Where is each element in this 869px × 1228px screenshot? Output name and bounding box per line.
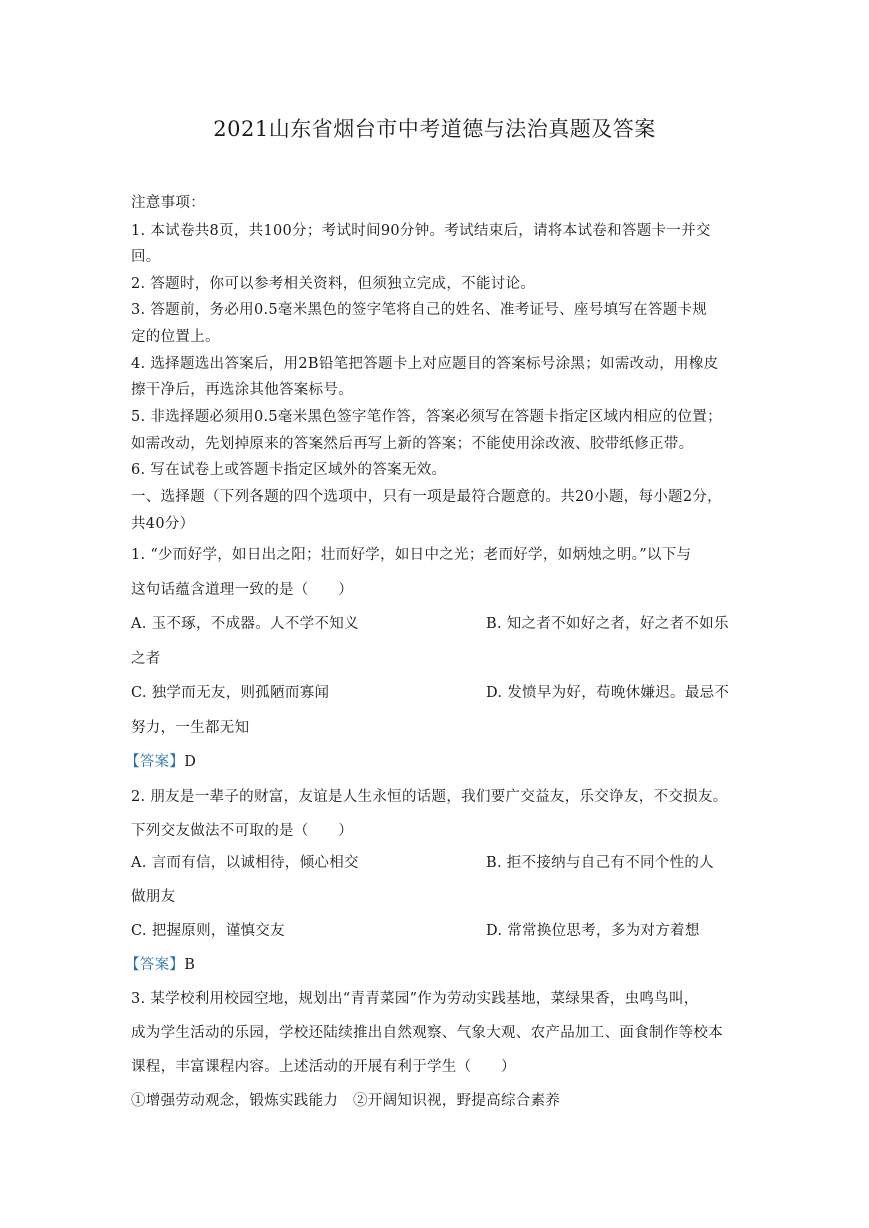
section-heading: 一、选择题（下列各题的四个选项中，只有一项是最符合题意的。共20小题，每小题2分， [131, 489, 722, 505]
q3-stem: 课程，丰富课程内容。上述活动的开展有利于学生（ ） [131, 1059, 516, 1075]
q1-option-b: B. 知之者不如好之者，好之者不如乐 [486, 616, 729, 632]
notice-line: 2. 答题时，你可以参考相关资料，但须独立完成，不能讨论。 [131, 276, 536, 292]
section-heading: 共40分） [131, 516, 195, 532]
notice-line: 3. 答题前，务必用0.5毫米黑色的签字笔将自己的姓名、准考证号、座号填写在答题卡规 [131, 302, 708, 318]
q1-answer [125, 750, 745, 771]
q2-option-a: A. 言而有信，以诚相待，倾心相交 [131, 855, 359, 871]
notice-line: 5. 非选择题必须用0.5毫米黑色签字笔作答，答案必须写在答题卡指定区域内相应的位置； [131, 409, 722, 425]
page-title: 2021山东省烟台市中考道德与法治真题及答案 [213, 117, 656, 141]
q2-stem: 下列交友做法不可取的是（ ） [131, 823, 353, 839]
q1-stem: 1. “少而好学，如日出之阳；壮而好学，如日中之光；老而好学，如炳烛之明。”以下与 [131, 547, 692, 563]
q2-answer [125, 953, 745, 974]
q1-option-c: C. 独学而无友，则孤陋而寡闻 [131, 685, 330, 701]
notice-line: 6. 写在试卷上或答题卡指定区域外的答案无效。 [131, 462, 447, 478]
q3-stem: 3. 某学校利用校园空地，规划出“青青菜园”作为劳动实践基地，菜绿果香，虫鸣鸟叫， [131, 991, 699, 1007]
q3-items: ①增强劳动观念，锻炼实践能力 ②开阔知识视，野提高综合素养 [131, 1093, 561, 1109]
notice-heading: 注意事项： [131, 195, 205, 211]
q2-stem: 2. 朋友是一辈子的财富，友谊是人生永恒的话题，我们要广交益友，乐交诤友，不交损友。 [131, 789, 728, 805]
q2-option-c: C. 把握原则，谨慎交友 [131, 923, 285, 939]
answer-tag: 【答案】 [125, 957, 185, 973]
notice-line: 回。 [131, 249, 161, 265]
notice-line: 定的位置上。 [131, 329, 220, 345]
notice-line: 1. 本试卷共8页，共100分；考试时间90分钟。考试结束后，请将本试卷和答题卡一并交 [131, 223, 711, 239]
q2-option-d: D. 常常换位思考，多为对方着想 [486, 923, 700, 939]
q2-option-b: B. 拒不接纳与自己有不同个性的人 [486, 855, 714, 871]
answer-value: B [184, 957, 196, 973]
q3-stem: 成为学生活动的乐园，学校还陆续推出自然观察、气象大观、农产品加工、面食制作等校本 [131, 1025, 723, 1041]
q1-option-a: A. 玉不琢，不成器。人不学不知义 [131, 616, 359, 632]
q1-option-d-cont: 努力，一生都无知 [131, 720, 250, 736]
notice-line: 4. 选择题选出答案后，用2B铅笔把答题卡上对应题目的答案标号涂黑；如需改动，用橡皮 [131, 356, 719, 372]
notice-line: 擦干净后，再选涂其他答案标号。 [131, 382, 353, 398]
q1-option-d: D. 发愤早为好，苟晚休嫌迟。最忌不 [486, 685, 730, 701]
q1-option-b-cont: 之者 [131, 651, 161, 667]
q2-option-b-cont: 做朋友 [131, 889, 176, 905]
notice-line: 如需改动，先划掉原来的答案然后再写上新的答案；不能使用涂改液、胶带纸修正带。 [131, 436, 694, 452]
q1-stem: 这句话蕴含道理一致的是（ ） [131, 582, 353, 598]
answer-value: D [184, 754, 197, 770]
answer-tag: 【答案】 [125, 754, 185, 770]
